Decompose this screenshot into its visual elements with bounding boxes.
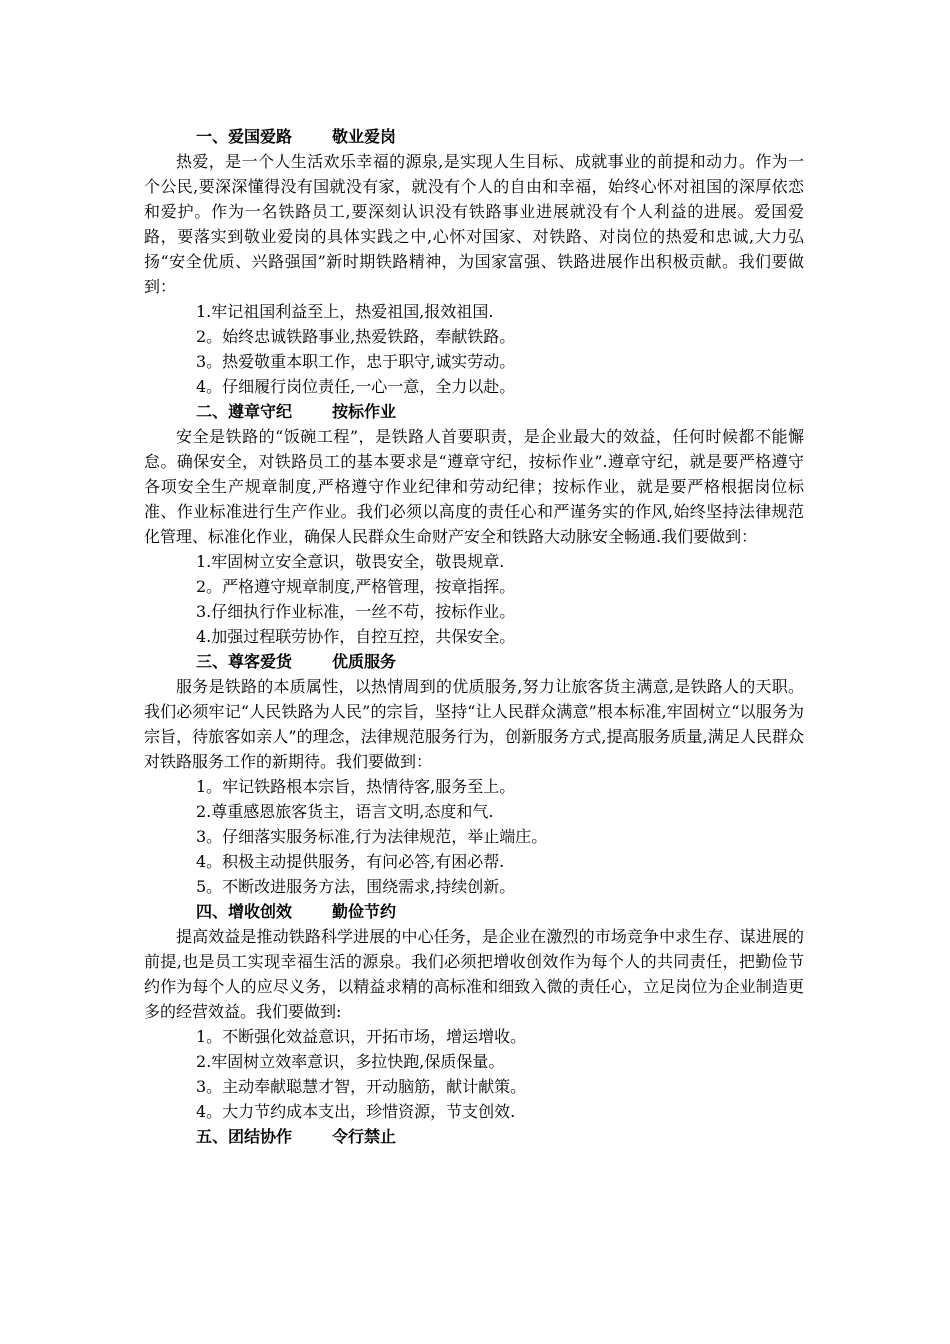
list-item: 1。不断强化效益意识，开拓市场，增运增收。	[196, 1027, 527, 1046]
section-heading-sub: 优质服务	[332, 652, 397, 671]
section-paragraph: 服务是铁路的本质属性，以热情周到的优质服务,努力让旅客货主满意,是铁路人的天职。我们必须牢记“人民铁路为人民”的宗旨，坚持“让人民群众满意”根本标准,牢固树立“以服务为宗旨，待旅客如亲人”的理念，法律规范服务行为，创新服务方式,提高服务质量,满足人民群众对铁路服务工作的新期待。我们要做到：	[144, 677, 804, 771]
list-item: 2.尊重感恩旅客货主，语言文明,态度和气.	[196, 802, 494, 821]
list-item: 3。主动奉献聪慧才智，开动脑筋，献计献策。	[196, 1077, 527, 1096]
section-heading	[144, 399, 804, 424]
section-heading-main: 二、遵章守纪	[196, 402, 293, 421]
list-item: 3.仔细执行作业标准，一丝不苟，按标作业。	[196, 602, 516, 621]
section-heading-sub: 敬业爱岗	[332, 127, 397, 146]
list-item: 4.加强过程联劳协作，自控互控，共保安全。	[196, 627, 516, 646]
section-heading	[144, 649, 804, 674]
section-heading-sub: 勤俭节约	[332, 902, 397, 921]
list-item: 2.牢固树立效率意识，多拉快跑,保质保量。	[196, 1052, 505, 1071]
section-heading-main: 四、增收创效	[196, 902, 293, 921]
list-item: 4。大力节约成本支出，珍惜资源，节支创效.	[196, 1102, 516, 1121]
list-item: 1.牢记祖国利益至上，热爱祖国,报效祖国.	[196, 302, 494, 321]
section-paragraph: 安全是铁路的“饭碗工程”，是铁路人首要职责，是企业最大的效益，任何时候都不能懈怠。确保安全，对铁路员工的基本要求是“遵章守纪，按标作业”.遵章守纪，就是要严格遵守各项安全生产规章制度,严格遵守作业纪律和劳动纪律；按标作业，就是要严格根据岗位标准、作业标准进行生产作业。我们必须以高度的责任心和严谨务实的作风,始终坚持法律规范化管理、标准化作业，确保人民群众生命财产安全和铁路大动脉安全畅通.我们要做到：	[144, 427, 804, 546]
document-body	[144, 124, 804, 1149]
section-heading-main: 五、团结协作	[196, 1127, 293, 1146]
list-item: 1.牢固树立安全意识，敬畏安全，敬畏规章.	[196, 552, 505, 571]
section-heading-main: 三、尊客爱货	[196, 652, 293, 671]
list-item: 3。仔细落实服务标准,行为法律规范，举止端庄。	[196, 827, 548, 846]
section-heading	[144, 124, 804, 149]
section-heading	[144, 899, 804, 924]
list-item: 3。热爱敬重本职工作，忠于职守,诚实劳动。	[196, 352, 516, 371]
section-heading-sub: 令行禁止	[332, 1127, 397, 1146]
section-heading	[144, 1124, 804, 1149]
section-paragraph: 热爱，是一个人生活欢乐幸福的源泉,是实现人生目标、成就事业的前提和动力。作为一个公民,要深深懂得没有国就没有家，就没有个人的自由和幸福，始终心怀对祖国的深厚依恋和爱护。作为一名铁路员工,要深刻认识没有铁路事业进展就没有个人利益的进展。爱国爱路，要落实到敬业爱岗的具体实践之中,心怀对国家、对铁路、对岗位的热爱和忠诚,大力弘扬“安全优质、兴路强国”新时期铁路精神，为国家富强、铁路进展作出积极贡献。我们要做到：	[144, 152, 804, 296]
list-item: 1。牢记铁路根本宗旨，热情待客,服务至上。	[196, 777, 516, 796]
section-heading-sub: 按标作业	[332, 402, 397, 421]
section-heading-main: 一、爱国爱路	[196, 127, 293, 146]
section-paragraph: 提高效益是推动铁路科学进展的中心任务，是企业在激烈的市场竞争中求生存、谋进展的前提,也是员工实现幸福生活的源泉。我们必须把增收创效作为每个人的共同责任，把勤俭节约作为每个人的应尽义务，以精益求精的高标准和细致入微的责任心，立足岗位为企业制造更多的经营效益。我们要做到:	[144, 927, 804, 1021]
list-item: 4。仔细履行岗位责任,一心一意，全力以赴。	[196, 377, 516, 396]
list-item: 4。积极主动提供服务，有问必答,有困必帮.	[196, 852, 505, 871]
list-item: 2。严格遵守规章制度,严格管理，按章指挥。	[196, 577, 516, 596]
list-item: 5。不断改进服务方法，围绕需求,持续创新。	[196, 877, 516, 896]
list-item: 2。始终忠诚铁路事业,热爱铁路，奉献铁路。	[196, 327, 516, 346]
